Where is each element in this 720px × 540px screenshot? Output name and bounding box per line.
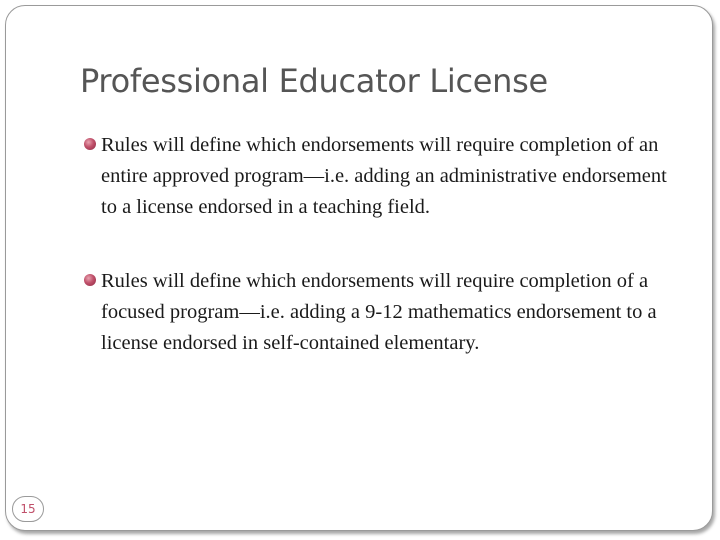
bullet-text: Rules will define which endorsements will require completion of a focused program—i.e. adding a 9-12 mathematics endorsement to a license endorsed in self-contained elementary. (101, 270, 657, 354)
bullet-dot-icon (84, 138, 96, 150)
bullet-text: Rules will define which endorsements will require completion of an entire approved program—i.e. adding an administrative endorsement to a license endorsed in a teaching field. (101, 134, 667, 218)
bullet-item (80, 130, 670, 223)
slide-title: Professional Educator License (80, 62, 548, 100)
bullet-item (80, 266, 670, 359)
page-number-badge: 15 (12, 496, 44, 522)
bullet-dot-icon (84, 274, 96, 286)
bullet-list (80, 130, 670, 359)
